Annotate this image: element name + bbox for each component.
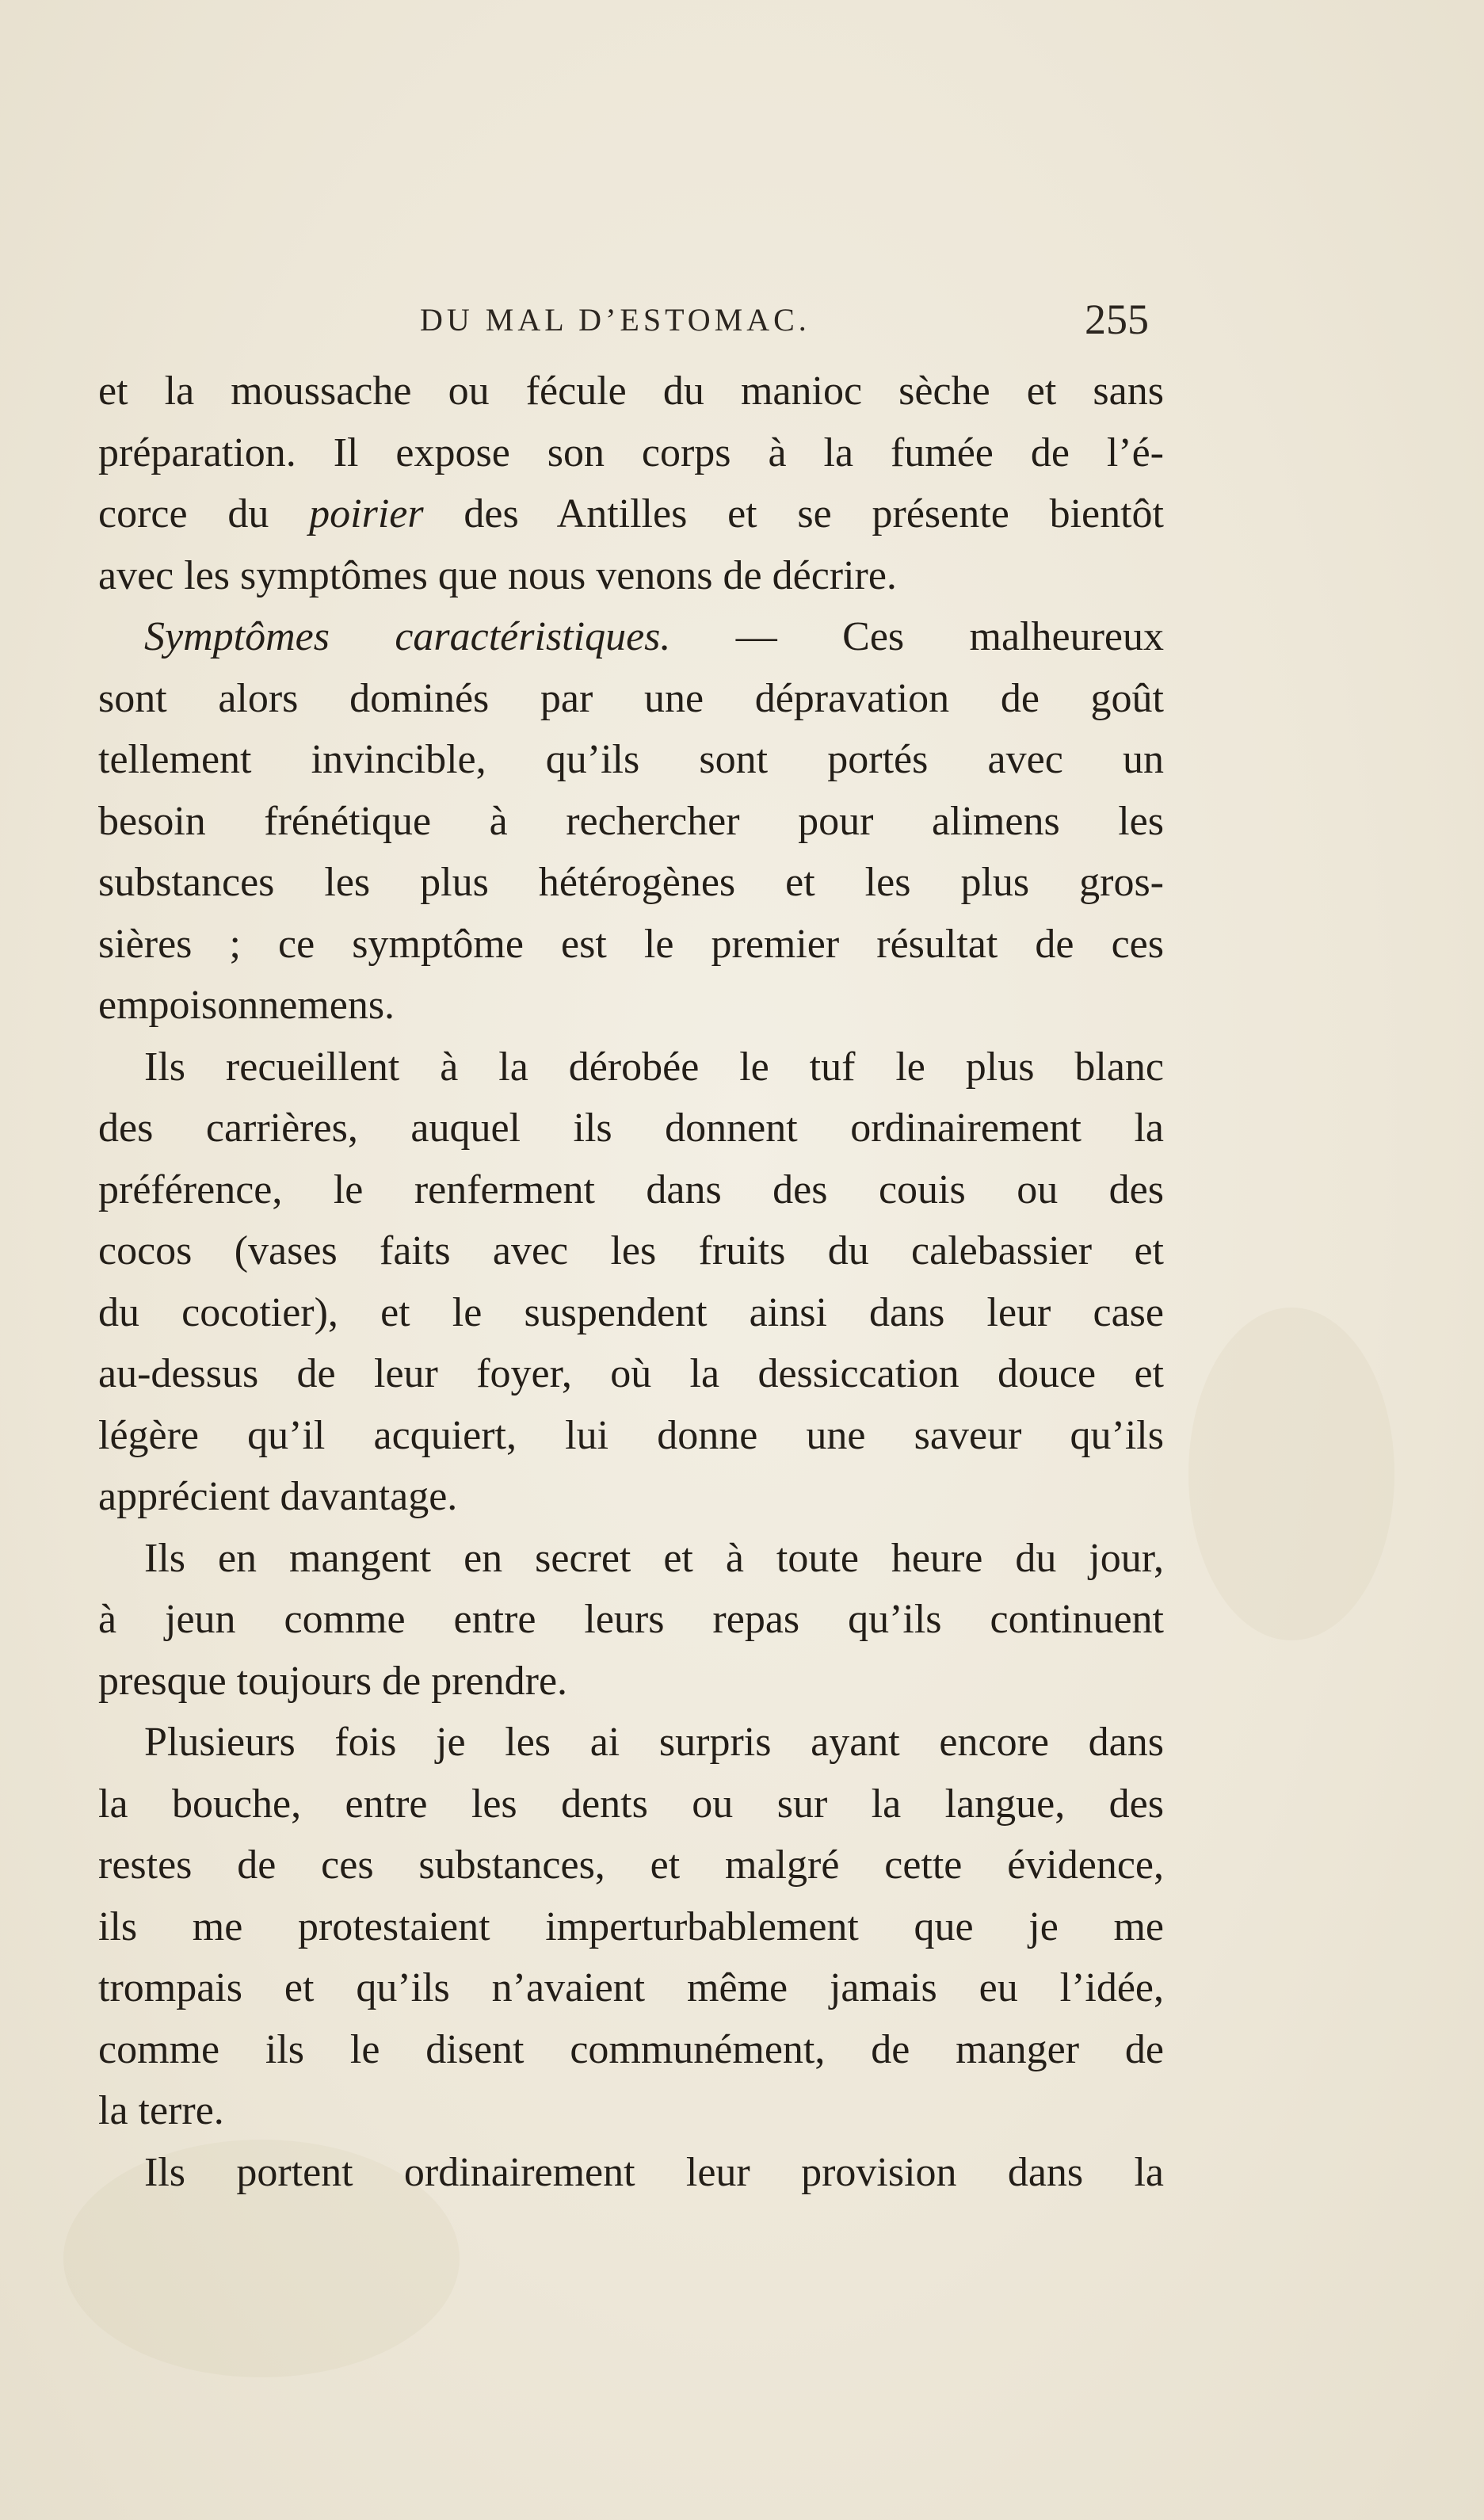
text-line: besoin frénétique à rechercher pour alimens les [98, 798, 1164, 844]
text-line: et la moussache ou fécule du manioc sèche et sans [98, 368, 1164, 414]
text-line: Ils portent ordinairement leur provision dans la [144, 2149, 1164, 2195]
text-line: Ils en mangent en secret et à toute heure du jour, [144, 1535, 1164, 1581]
text-line: la bouche, entre les dents ou sur la langue, des [98, 1781, 1164, 1827]
text-line: cocos (vases faits avec les fruits du calebassier et [98, 1228, 1164, 1273]
running-head [420, 295, 1149, 350]
italic-term: poirier [309, 491, 424, 536]
text-line: ils me protestaient imperturbablement que je me [98, 1903, 1164, 1949]
text-line: légère qu’il acquiert, lui donne une saveur qu’ils [98, 1412, 1164, 1458]
text-line: comme ils le disent communément, de manger de [98, 2026, 1164, 2072]
body-text [98, 361, 1164, 2203]
text-line: tellement invincible, qu’ils sont portés avec un [98, 737, 1164, 782]
paper-stain [1188, 1308, 1394, 1640]
text-line: empoisonnemens. [98, 983, 395, 1028]
section-heading-line: Symptômes caractéristiques. — Ces malheureux [144, 614, 1164, 659]
text-line: du cocotier), et le suspendent ainsi dans leur case [98, 1289, 1164, 1335]
text-line: la terre. [98, 2088, 224, 2133]
text-line: des carrières, auquel ils donnent ordinairement la [98, 1105, 1164, 1151]
text-line: Plusieurs fois je les ai surpris ayant encore dans [144, 1720, 1164, 1765]
text-line: sières ; ce symptôme est le premier résultat de ces [98, 921, 1164, 967]
text-line: sont alors dominés par une dépravation de goût [98, 675, 1164, 721]
text-line: au-dessus de leur foyer, où la dessiccation douce et [98, 1351, 1164, 1396]
text-line: préférence, le renferment dans des couis ou des [98, 1166, 1164, 1212]
text-line: presque toujours de prendre. [98, 1658, 568, 1704]
text-line: préparation. Il expose son corps à la fumée de l’é- [98, 430, 1164, 475]
text-line: trompais et qu’ils n’avaient même jamais eu l’idée, [98, 1965, 1164, 2010]
text-line: Ils recueillent à la dérobée le tuf le plus blanc [144, 1044, 1164, 1090]
page-number: 255 [1085, 296, 1149, 343]
section-heading: Symptômes caractéristiques. [144, 614, 671, 659]
text-line: corce du poirier des Antilles et se présente bientôt [98, 491, 1164, 536]
text-line: avec les symptômes que nous venons de décrire. [98, 552, 897, 598]
text-line: restes de ces substances, et malgré cette évidence, [98, 1842, 1164, 1888]
text-line: apprécient davantage. [98, 1474, 458, 1519]
text-line: à jeun comme entre leurs repas qu’ils continuent [98, 1597, 1164, 1642]
running-title: DU MAL D’ESTOMAC. [420, 302, 811, 338]
text-line: substances les plus hétérogènes et les plus gros- [98, 860, 1164, 905]
